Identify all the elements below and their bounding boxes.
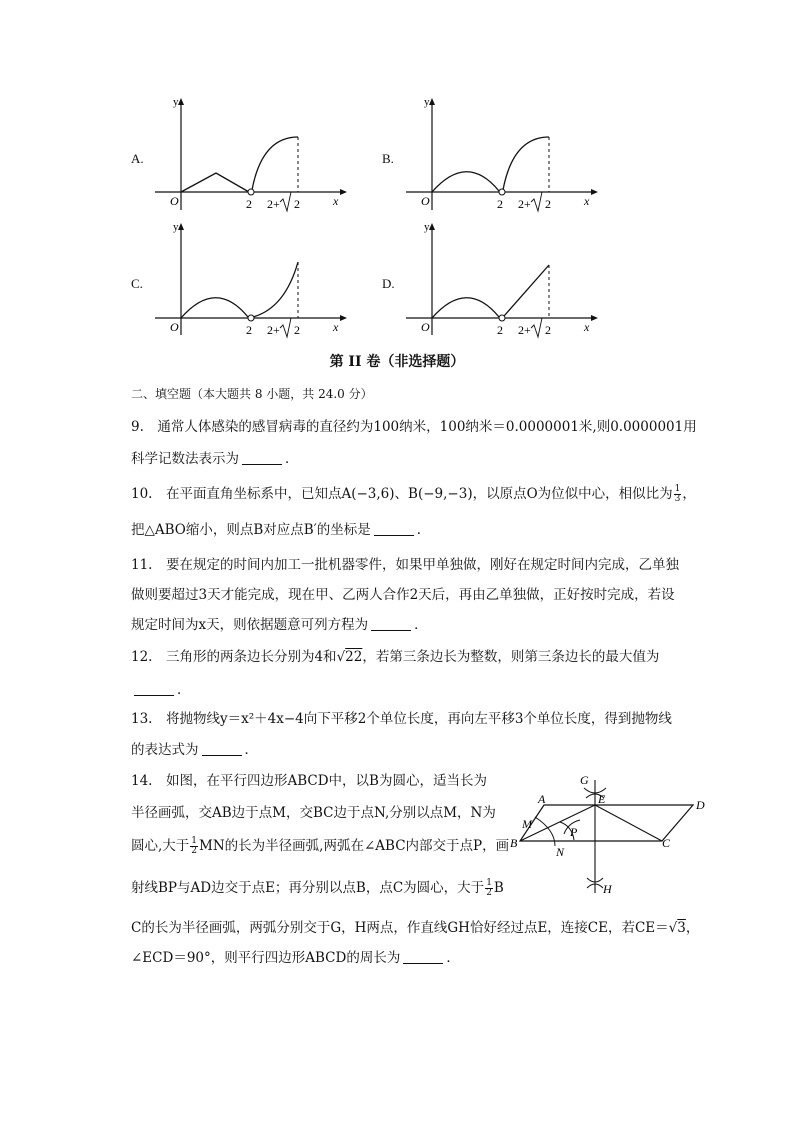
label-B: B bbox=[510, 836, 518, 850]
q10-text2: 把△ABO缩小，则点B对应点B′的坐标是 bbox=[131, 522, 371, 538]
label-D: D bbox=[696, 798, 705, 812]
x-axis-label: x bbox=[584, 320, 590, 334]
q14-text5: C的长为半径画弧，两弧分别交于G，H两点，作直线GH恰好经过点E，连接CE，若CE＝ bbox=[131, 920, 669, 936]
q9-line1: 9. 通常人体感染的感冒病毒的直径约为100纳米，100纳米＝0.0000001米,则0.0000001用 bbox=[131, 419, 697, 435]
q13-line1: 13. 将抛物线y＝x²＋4x−4向下平移2个单位长度，再向左平移3个单位长度，得到抛物线 bbox=[131, 711, 672, 727]
label-N: N bbox=[556, 845, 565, 859]
q11-text: 规定时间为x天，则依据题意可列方程为 bbox=[131, 617, 369, 633]
q10-line1 bbox=[131, 482, 696, 504]
q14-text4b: B bbox=[493, 880, 504, 896]
fraction-one-half: $\frac{1}{2}$ bbox=[191, 836, 198, 856]
label-G: G bbox=[580, 773, 589, 787]
x-axis-label: x bbox=[584, 194, 590, 208]
q14-line6 bbox=[131, 946, 460, 966]
tick-2-plus: 2+ bbox=[267, 197, 280, 211]
q10-text: 10. 在平面直角坐标系中，已知点A(−3,6)、B(−9,−3)，以原点O为位似中心，相似比为 bbox=[131, 486, 673, 502]
tick-2: 2 bbox=[246, 323, 252, 337]
q14-line4 bbox=[131, 876, 504, 898]
origin-label: O bbox=[421, 320, 430, 334]
y-axis-label: y bbox=[173, 221, 179, 233]
label-A: A bbox=[538, 792, 546, 806]
graph-c bbox=[150, 220, 350, 340]
answer-blank bbox=[374, 535, 414, 536]
q10-punct: ， bbox=[682, 486, 696, 502]
graph-b bbox=[401, 95, 601, 215]
option-c-label: C. bbox=[131, 276, 143, 291]
tick-root-2: 2 bbox=[294, 197, 300, 211]
q14-root3: 3 bbox=[677, 920, 686, 936]
origin-label: O bbox=[421, 194, 430, 208]
origin-label: O bbox=[170, 194, 179, 208]
section-title: 第 II 卷（非选择题） bbox=[329, 354, 465, 370]
q14-text3b: MN的长为半径画弧,两弧在∠ABC内部交于点P，画 bbox=[199, 838, 510, 854]
q14-text3a: 圆心,大于 bbox=[131, 838, 190, 854]
answer-blank bbox=[134, 695, 174, 696]
origin-label: O bbox=[170, 320, 179, 334]
q14-line2: 半径画弧，交AB边于点M，交BC边于点N,分别以点M，N为 bbox=[131, 805, 496, 821]
tick-2: 2 bbox=[497, 197, 503, 211]
fraction-one-third: $\frac{1}{3}$ bbox=[674, 484, 681, 504]
tick-2-plus: 2+ bbox=[267, 323, 280, 337]
label-M: M bbox=[522, 817, 532, 831]
tick-2-plus: 2+ bbox=[518, 197, 531, 211]
q12-text-a: 12. 三角形的两条边长分别为4和 bbox=[131, 649, 337, 665]
option-d-label: D. bbox=[382, 276, 395, 291]
q14-punct: ， bbox=[685, 920, 700, 936]
graph-d bbox=[401, 220, 601, 340]
tick-2: 2 bbox=[497, 323, 503, 337]
q13-end: ． bbox=[244, 742, 258, 758]
label-P: P bbox=[570, 825, 578, 839]
fraction-one-half: $\frac{1}{2}$ bbox=[486, 878, 492, 898]
q14-end: ． bbox=[446, 950, 460, 966]
label-C: C bbox=[662, 836, 671, 850]
y-axis-label: y bbox=[424, 96, 430, 108]
label-H: H bbox=[603, 882, 612, 896]
y-axis-label: y bbox=[173, 96, 179, 108]
figure-q14 bbox=[510, 768, 710, 900]
q11-end: ． bbox=[414, 617, 428, 633]
part-heading: 二、填空题（本大题共 8 小题，共 24.0 分） bbox=[131, 387, 373, 401]
answer-blank bbox=[371, 630, 411, 631]
answer-blank bbox=[202, 755, 242, 756]
answer-blank bbox=[403, 963, 443, 964]
q9-text: 科学记数法表示为 bbox=[131, 451, 239, 467]
q13-text: 的表达式为 bbox=[131, 742, 199, 758]
q11-line3 bbox=[131, 613, 428, 633]
q11-line2: 做则要超过3天才能完成，现在甲、乙两人合作2天后，再由乙单独做，正好按时完成，若设 bbox=[131, 587, 675, 603]
option-a-label: A. bbox=[131, 151, 144, 166]
tick-root-2: 2 bbox=[294, 323, 300, 337]
tick-2: 2 bbox=[246, 197, 252, 211]
y-axis-label: y bbox=[424, 221, 430, 233]
tick-root-2: 2 bbox=[545, 197, 551, 211]
sqrt-symbol: √ bbox=[668, 920, 678, 936]
label-E: E bbox=[598, 792, 606, 806]
tick-root-2: 2 bbox=[545, 323, 551, 337]
answer-blank bbox=[242, 464, 282, 465]
q9-end: ． bbox=[285, 451, 299, 467]
q12-line2 bbox=[131, 678, 191, 698]
q10-line2 bbox=[131, 518, 430, 538]
tick-2-plus: 2+ bbox=[518, 323, 531, 337]
q12-text-b: ，若第三条边长为整数，则第三条边长的最大值为 bbox=[362, 649, 660, 665]
x-axis-label: x bbox=[333, 320, 339, 334]
q11-line1: 11. 要在规定的时间内加工一批机器零件，如果甲单独做，刚好在规定时间内完成，乙单独 bbox=[131, 557, 679, 573]
q10-end: ． bbox=[416, 522, 431, 538]
q14-text4a: 射线BP与AD边交于点E；再分别以点B，点C为圆心，大于 bbox=[131, 880, 485, 896]
x-axis-label: x bbox=[333, 194, 339, 208]
sqrt-symbol: √ bbox=[336, 649, 346, 665]
q9-line2 bbox=[131, 447, 299, 467]
q13-line2 bbox=[131, 738, 258, 758]
q14-line5 bbox=[131, 916, 699, 936]
option-b-label: B. bbox=[382, 151, 394, 166]
q12-line1 bbox=[131, 645, 659, 665]
graph-a bbox=[150, 95, 350, 215]
q12-end: ． bbox=[177, 682, 191, 698]
q12-root: 22 bbox=[345, 649, 363, 665]
q14-text6: ∠ECD＝90°，则平行四边形ABCD的周长为 bbox=[131, 950, 401, 966]
q14-line1: 14. 如图，在平行四边形ABCD中，以B为圆心，适当长为 bbox=[131, 773, 487, 789]
q14-line3 bbox=[131, 834, 509, 856]
